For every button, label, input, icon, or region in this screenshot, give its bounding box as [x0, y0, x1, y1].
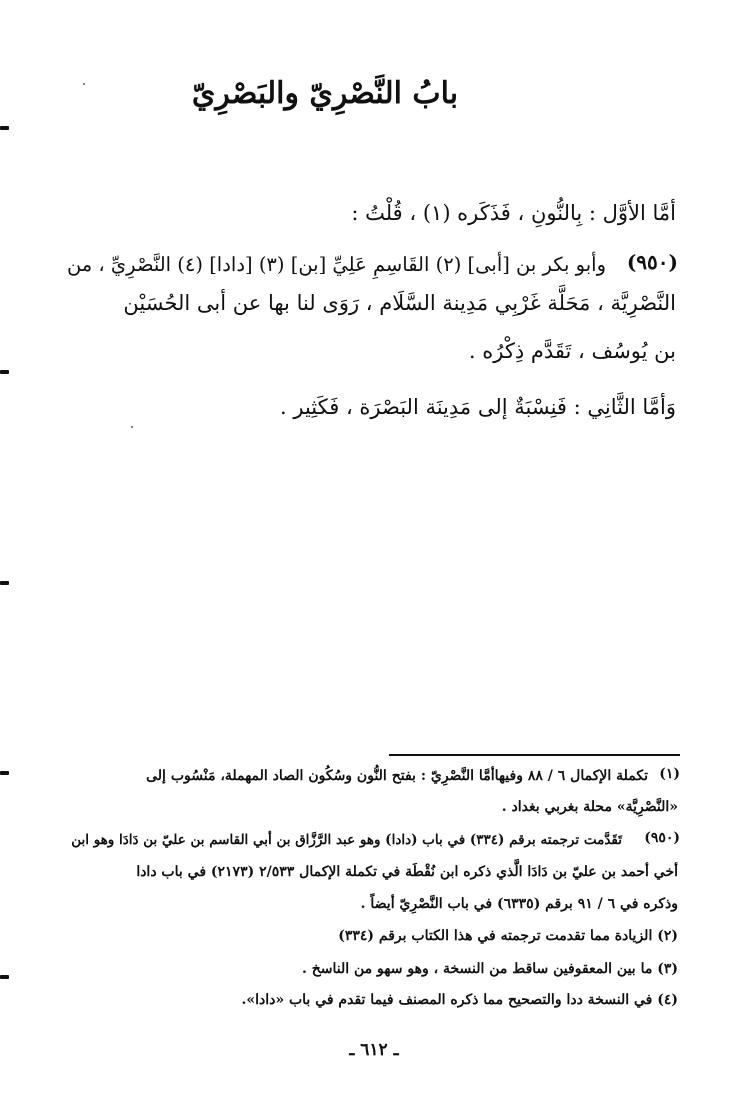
- footnote-1-line-1: تكملة الإكمال ٦ / ٨٨ وفيهاأمَّا النَّصْرِيّ : بفتح النُّون وسُكُون الصاد المهملة، مَنْسُوب إلى: [146, 768, 648, 784]
- footnote-4: (٤) في النسخة ددا والتصحيح مما ذكره المصنف فيما تقدم في باب «دادا».: [241, 992, 678, 1008]
- footnote-1-number: (١): [659, 766, 680, 782]
- scan-speck: [131, 426, 133, 428]
- scan-edge-mark: [0, 771, 9, 775]
- chapter-title: بابُ النَّصْرِيّ والبَصْرِيّ: [191, 76, 459, 111]
- entry-line-2: النَّصْرِيَّة ، مَحَلَّة غَرْبِي مَدِينة السَّلَام ، رَوَى لنا بها عن أبى الحُسَيْن: [123, 291, 676, 315]
- footnote-entry-number: (٩٥٠): [644, 830, 680, 846]
- footnote-entry-line-1: تَقَدَّمت ترجمته برقم (٣٣٤) في باب (دادا) وهو عبد الرَّزَّاق بن أبي القاسم بن عليّ بن دَادَا وهو ابن: [71, 832, 622, 848]
- scan-edge-mark: [0, 581, 9, 585]
- footnote-1-line-2: «النَّصْرِيَّة» محلة بغربي بغداد .: [501, 799, 678, 815]
- scan-edge-mark: [0, 370, 9, 374]
- footnote-entry-line-3: وذكره في ٦ / ٩١ برقم (٦٣٣٥) في باب النَّصْرِيّ أيضاً .: [360, 896, 678, 912]
- second-paragraph: وَأمَّا الثَّانِي : فَنِسْبَةٌ إلى مَدِينَة البَصْرَة ، فَكَثِير .: [280, 395, 676, 419]
- intro-line: أمَّا الأوَّل : بِالنُّونِ ، فَذَكَره (١) ، قُلْتُ :: [351, 201, 676, 225]
- entry-line-3: بن يُوسُف ، تَقَدَّم ذِكْرُه .: [468, 339, 676, 363]
- entry-number: (٩٥٠): [626, 250, 678, 274]
- page-number: ـ ٦١٢ ـ: [349, 1040, 399, 1060]
- footnote-separator: [389, 754, 680, 756]
- scan-edge-mark: [0, 126, 9, 130]
- footnote-2: (٢) الزيادة مما تقدمت ترجمته في هذا الكتاب برقم (٣٣٤): [338, 928, 678, 944]
- entry-line-1: وأبو بكر بن [أبى] (٢) القَاسِمِ عَلِيِّ [بن] (٣) [دادا] (٤) النَّصْرِيِّ ، من: [66, 253, 606, 276]
- footnote-entry-line-2: أخي أحمد بن عليّ بن دَادَا الَّذي ذكره ابن نُقْطَة في تكملة الإكمال ٢/٥٣٣ (٢١٧٣) في باب دادا: [136, 864, 678, 880]
- footnote-3: (٣) ما بين المعقوفين ساقط من النسخة ، وهو سهو من الناسخ .: [301, 961, 678, 977]
- scan-speck: [83, 83, 85, 85]
- scan-edge-mark: [0, 975, 9, 979]
